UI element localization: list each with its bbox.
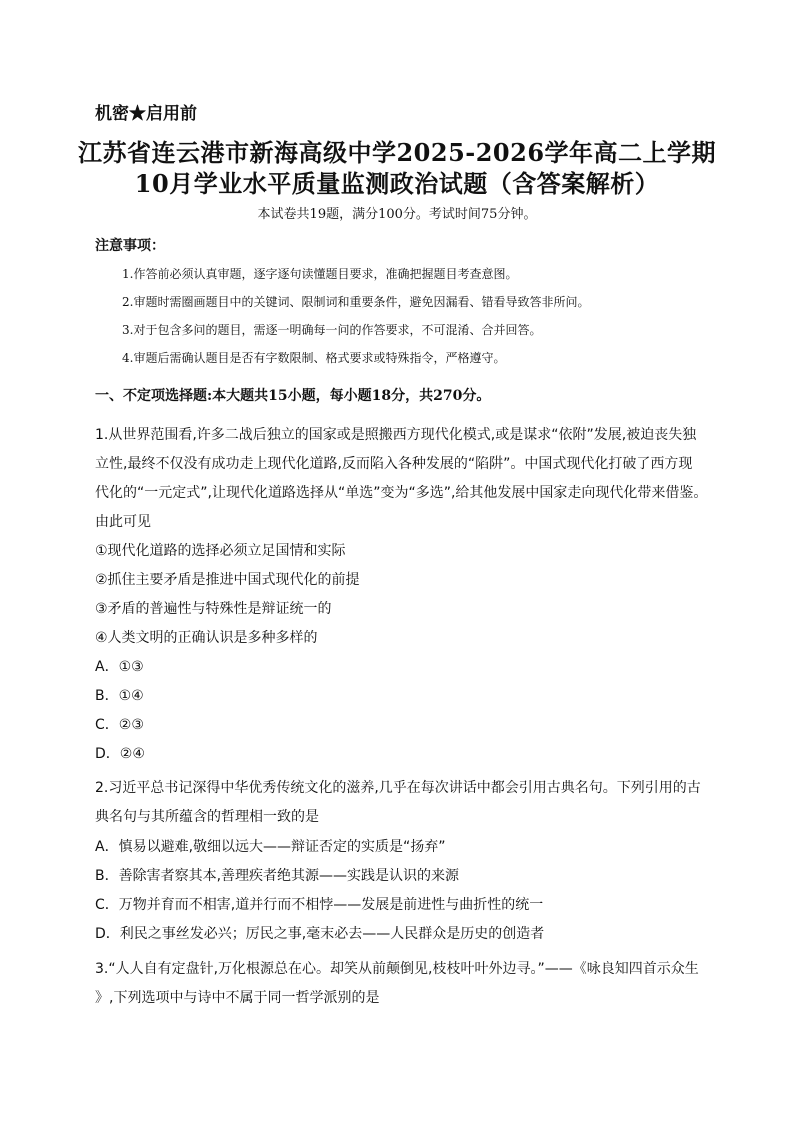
exam-info: 本试卷共19题，满分100分。考试时间75分钟。 — [257, 207, 537, 222]
notice-item: 4.审题后需确认题目是否有字数限制、格式要求或特殊指令，严格遵守。 — [122, 351, 506, 365]
question-3-text: 》,下列选项中与诗中不属于同一哲学派别的是 — [95, 990, 380, 1006]
question-2-text: 2.习近平总书记深得中华优秀传统文化的滋养,几乎在每次讲话中都会引用古典名句。下列引用的古 — [95, 780, 701, 796]
question-1-text: 1.从世界范围看,许多二战后独立的国家或是照搬西方现代化模式,或是谋求“依附”发展,被迫丧失独 — [95, 427, 697, 443]
section-heading: 一、不定项选择题:本大题共15小题，每小题18分，共270分。 — [95, 388, 491, 404]
question-2-option-d: D．利民之事丝发必兴；厉民之事,毫末必去——人民群众是历史的创造者 — [95, 926, 545, 942]
question-1-option-b: B．①④ — [95, 688, 144, 704]
notice-heading: 注意事项： — [95, 238, 165, 254]
question-1-option-d: D．②④ — [95, 746, 145, 762]
question-2-text: 典名句与其所蕴含的哲理相一致的是 — [95, 809, 319, 825]
question-1-text: 立性,最终不仅没有成功走上现代化道路,反而陷入各种发展的“陷阱”。中国式现代化打破了西方现 — [95, 456, 693, 472]
notice-item: 2.审题时需圈画题目中的关键词、限制词和重要条件，避免因漏看、错看导致答非所问。 — [122, 295, 590, 309]
notice-item: 1.作答前必须认真审题，逐字逐句读懂题目要求，准确把握题目考查意图。 — [122, 267, 518, 281]
question-3-text: 3.“人人自有定盘针,万化根源总在心。却笑从前颠倒见,枝枝叶叶外边寻。”——《咏良知四首示众生 — [95, 961, 699, 977]
notice-item: 3.对于包含多问的题目，需逐一明确每一问的作答要求，不可混淆、合并回答。 — [122, 323, 542, 337]
question-1-statement: ②抓住主要矛盾是推进中国式现代化的前提 — [95, 572, 360, 588]
question-1-option-a: A．①③ — [95, 659, 144, 675]
confidential-label: 机密★启用前 — [95, 104, 197, 124]
question-2-option-a: A．慎易以避难,敬细以远大——辩证否定的实质是“扬弃” — [95, 839, 446, 855]
question-1-text: 代化的“一元定式”,让现代化道路选择从“单选”变为“多选”,给其他发展中国家走向现代化带来借鉴。 — [95, 485, 708, 501]
question-1-statement: ③矛盾的普遍性与特殊性是辩证统一的 — [95, 601, 332, 617]
question-1-option-c: C．②③ — [95, 717, 144, 733]
question-1-text: 由此可见 — [95, 514, 151, 530]
question-1-statement: ④人类文明的正确认识是多种多样的 — [95, 630, 318, 646]
exam-title-line2: 10月学业水平质量监测政治试题（含答案解析） — [134, 169, 660, 198]
question-2-option-b: B．善除害者察其本,善理疾者绝其源——实践是认识的来源 — [95, 868, 460, 884]
exam-title-line1: 江苏省连云港市新海高级中学2025-2026学年高二上学期 — [77, 138, 717, 167]
question-2-option-c: C．万物并育而不相害,道并行而不相悖——发展是前进性与曲折性的统一 — [95, 897, 544, 913]
question-1-statement: ①现代化道路的选择必须立足国情和实际 — [95, 543, 346, 559]
